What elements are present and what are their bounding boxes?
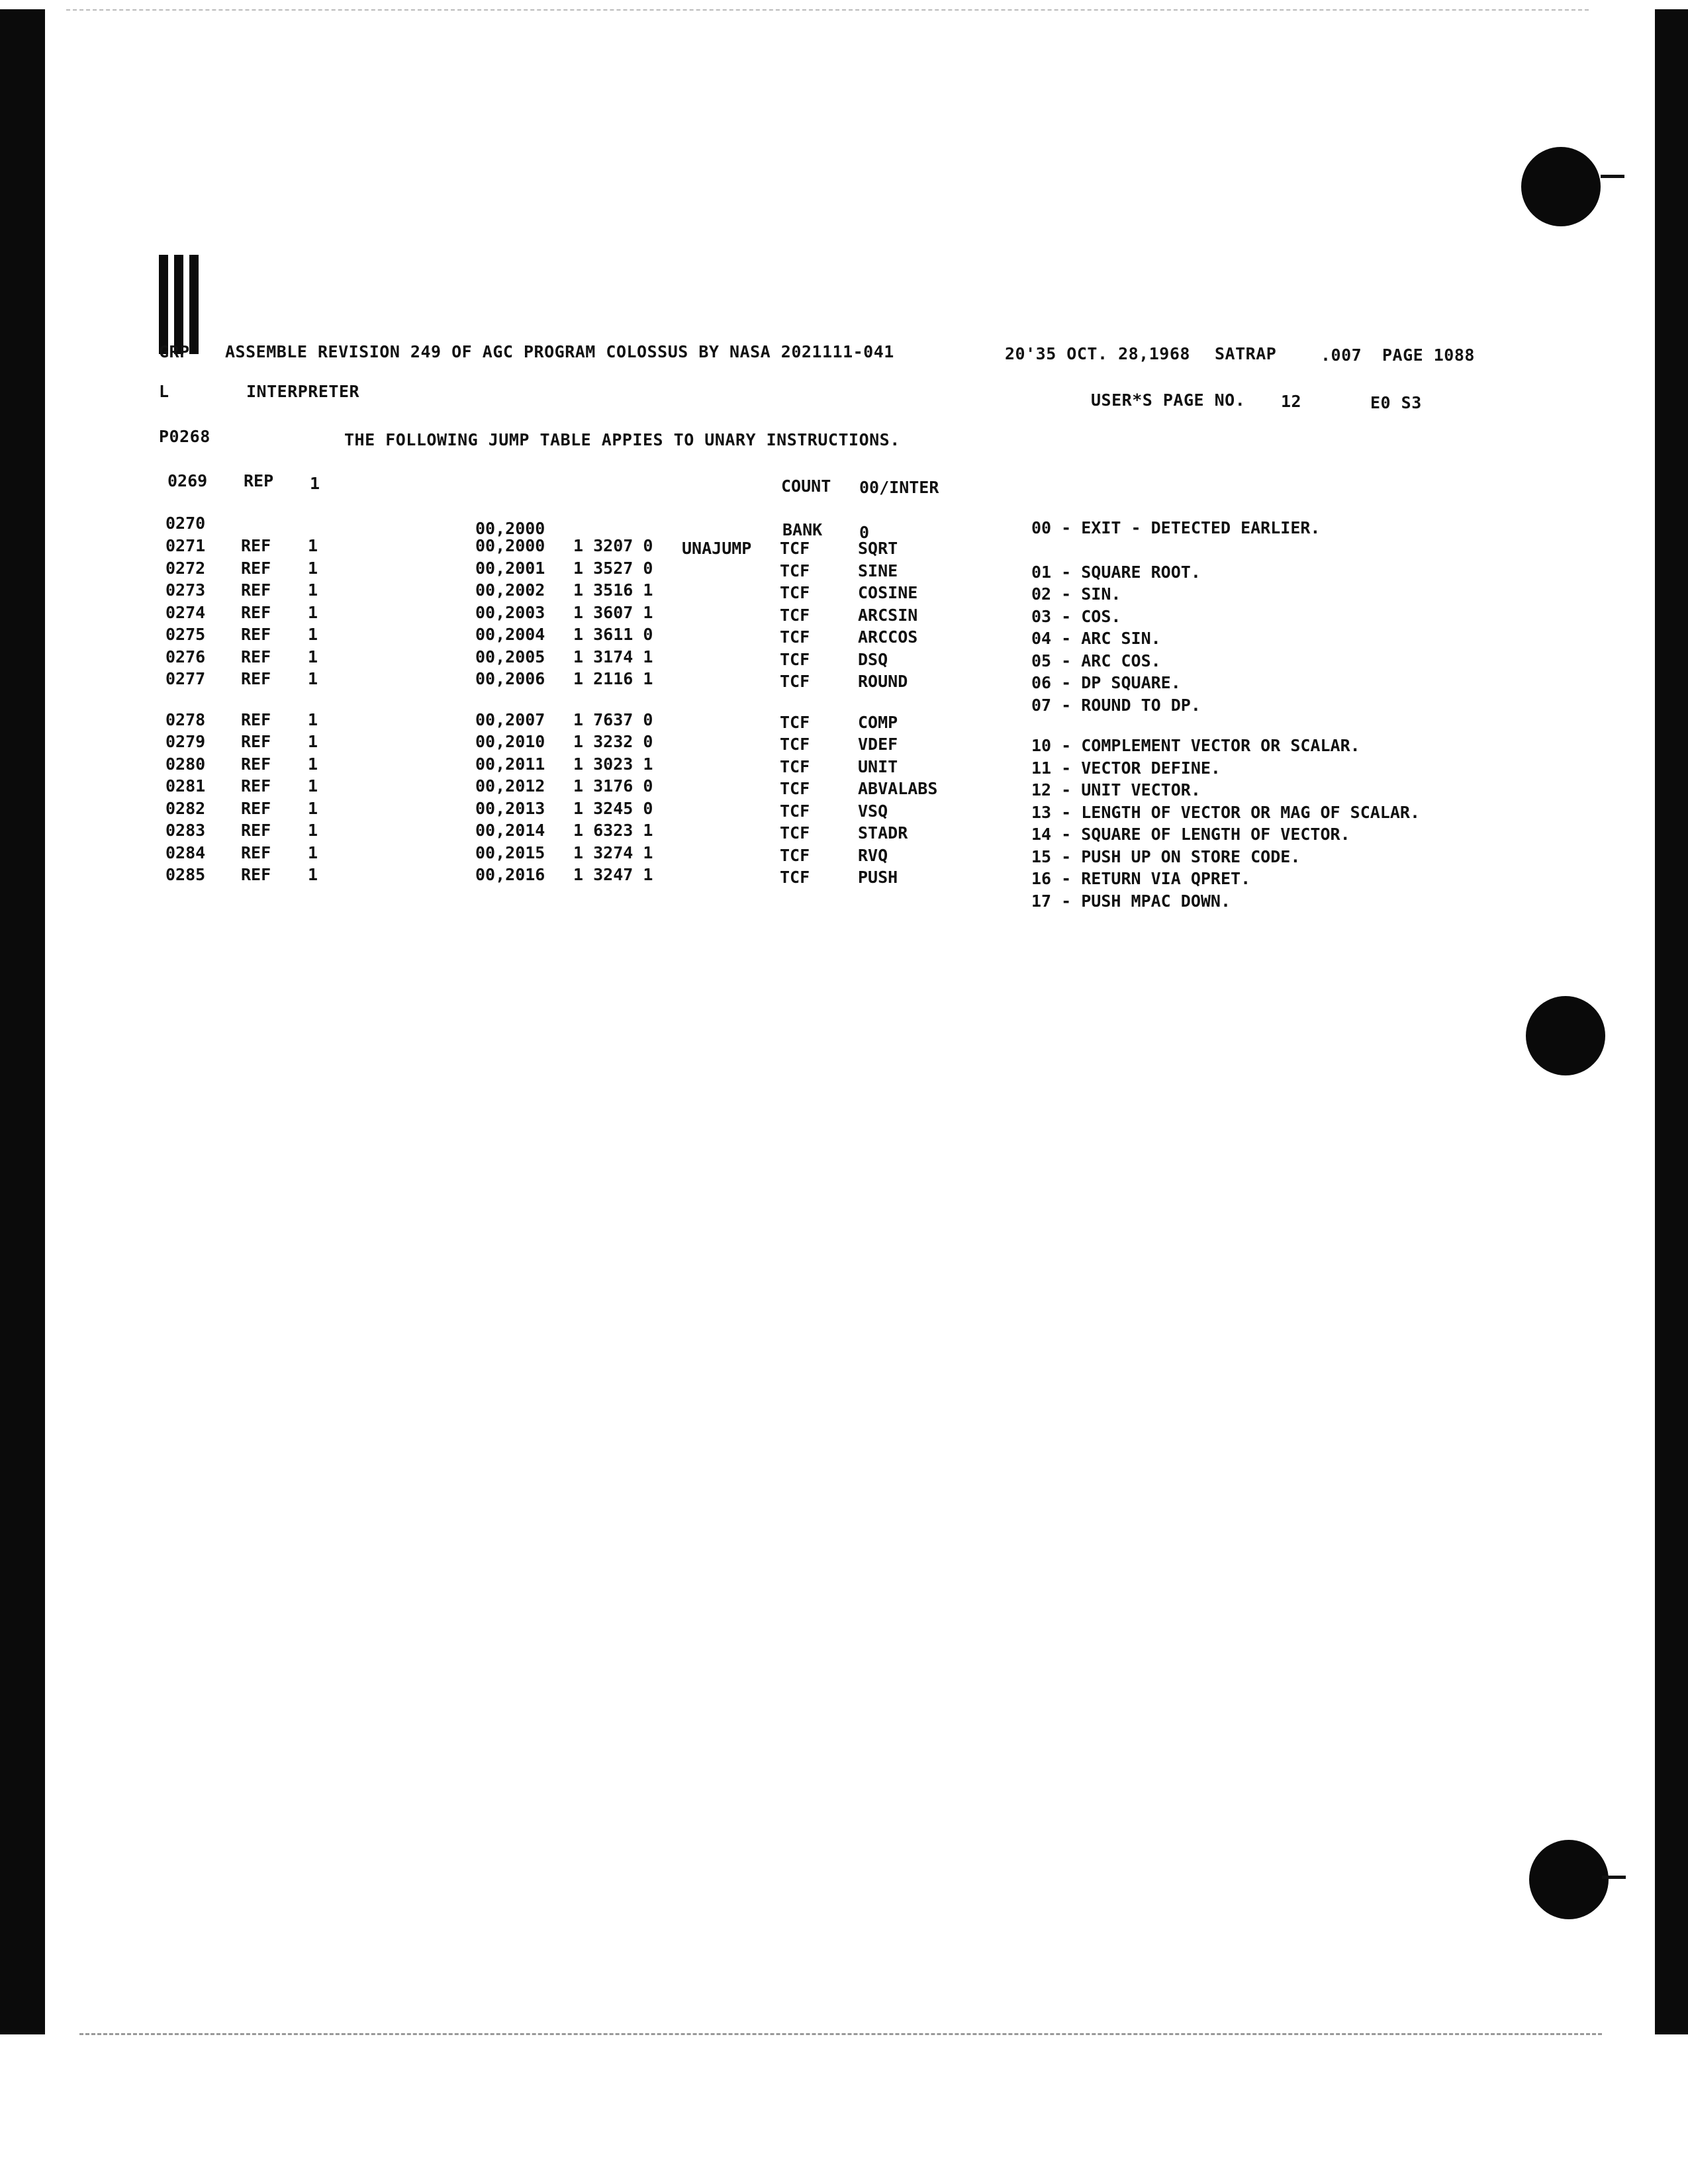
row-id: 0279 bbox=[165, 732, 206, 751]
row-comment: 14 - SQUARE OF LENGTH OF VECTOR. bbox=[1031, 825, 1350, 844]
subheader-section: INTERPRETER bbox=[246, 382, 360, 401]
row-argument: SINE bbox=[858, 561, 898, 580]
row-argument: RVQ bbox=[858, 845, 888, 865]
header-datetime: 20'35 OCT. 28,1968 bbox=[1005, 344, 1190, 363]
row-comment: 05 - ARC COS. bbox=[1031, 651, 1161, 670]
row-id: 0282 bbox=[165, 798, 206, 818]
row-count: 1 bbox=[308, 754, 318, 774]
row-comment: 15 - PUSH UP ON STORE CODE. bbox=[1031, 846, 1301, 866]
row-count: 1 bbox=[308, 842, 318, 862]
row-address: 00,2004 bbox=[475, 625, 545, 644]
row-argument: VDEF bbox=[858, 735, 898, 754]
row-id: 0281 bbox=[165, 776, 206, 796]
registration-marks bbox=[159, 255, 205, 357]
row-instruction: TCF bbox=[780, 868, 810, 887]
row-code: 1 3607 1 bbox=[573, 602, 653, 622]
row-instruction: TCF bbox=[780, 801, 810, 821]
row-id: 0271 bbox=[165, 536, 206, 555]
rep-line-label: COUNT bbox=[781, 477, 831, 496]
row-comment: 16 - RETURN VIA QPRET. bbox=[1031, 869, 1251, 888]
header-user: SATRAP bbox=[1215, 344, 1277, 363]
row-address: 00,2002 bbox=[475, 580, 545, 600]
header-assemble: ASSEMBLE REVISION 249 OF AGC PROGRAM COLOSSUS BY NASA 2021111-041 bbox=[225, 342, 894, 361]
row-label: UNAJUMP bbox=[682, 539, 752, 558]
row-address: 00,2003 bbox=[475, 602, 545, 622]
row-code: 1 3274 1 bbox=[573, 842, 653, 862]
row-op: REF bbox=[241, 647, 271, 666]
row-code: 1 2116 1 bbox=[573, 669, 653, 688]
rep-line-n: 1 bbox=[310, 474, 320, 493]
row-id: 0273 bbox=[165, 580, 206, 600]
bank-line-addr: 00,2000 bbox=[475, 519, 545, 538]
punch-tick-bottom bbox=[1602, 1876, 1626, 1879]
row-instruction: TCF bbox=[780, 561, 810, 580]
row-argument: UNIT bbox=[858, 756, 898, 776]
row-id: 0285 bbox=[165, 865, 206, 884]
row-code: 1 3527 0 bbox=[573, 558, 653, 578]
row-comment: 10 - COMPLEMENT VECTOR OR SCALAR. bbox=[1031, 736, 1360, 755]
row-code: 1 3247 1 bbox=[573, 865, 653, 884]
row-address: 00,2001 bbox=[475, 558, 545, 578]
row-comment: 01 - SQUARE ROOT. bbox=[1031, 562, 1201, 582]
row-instruction: TCF bbox=[780, 605, 810, 625]
row-code: 1 3232 0 bbox=[573, 732, 653, 751]
row-op: REF bbox=[241, 754, 271, 774]
row-count: 1 bbox=[308, 602, 318, 622]
row-comment: 07 - ROUND TO DP. bbox=[1031, 695, 1201, 715]
row-count: 1 bbox=[308, 865, 318, 884]
bank-line-arg: 0 bbox=[859, 523, 870, 542]
row-count: 1 bbox=[308, 558, 318, 578]
listing-comment: 17 - PUSH MPAC DOWN. bbox=[1031, 891, 1231, 911]
row-id: 0275 bbox=[165, 625, 206, 644]
top-edge-dashes bbox=[66, 9, 1589, 11]
row-argument: STADR bbox=[858, 823, 908, 842]
row-comment: 13 - LENGTH OF VECTOR OR MAG OF SCALAR. bbox=[1031, 802, 1420, 822]
row-address: 00,2015 bbox=[475, 842, 545, 862]
row-instruction: TCF bbox=[780, 712, 810, 732]
row-comment: 02 - SIN. bbox=[1031, 584, 1121, 604]
row-code: 1 3023 1 bbox=[573, 754, 653, 774]
row-op: REF bbox=[241, 536, 271, 555]
row-argument: SQRT bbox=[858, 539, 898, 558]
row-instruction: TCF bbox=[780, 845, 810, 865]
row-op: REF bbox=[241, 669, 271, 688]
row-address: 00,2014 bbox=[475, 821, 545, 840]
row-instruction: TCF bbox=[780, 823, 810, 842]
row-op: REF bbox=[241, 798, 271, 818]
comment-line-id: P0268 bbox=[159, 427, 211, 446]
row-instruction: TCF bbox=[780, 539, 810, 558]
comment-line-text: THE FOLLOWING JUMP TABLE APPIES TO UNARY INSTRUCTIONS. bbox=[344, 430, 900, 449]
row-op: REF bbox=[241, 842, 271, 862]
row-count: 1 bbox=[308, 536, 318, 555]
row-instruction: TCF bbox=[780, 756, 810, 776]
row-instruction: TCF bbox=[780, 649, 810, 669]
row-address: 00,2012 bbox=[475, 776, 545, 796]
row-instruction: TCF bbox=[780, 627, 810, 647]
row-code: 1 3516 1 bbox=[573, 580, 653, 600]
row-op: REF bbox=[241, 776, 271, 796]
row-id: 0278 bbox=[165, 709, 206, 729]
bank-line-op: BANK bbox=[782, 520, 823, 539]
row-comment: 06 - DP SQUARE. bbox=[1031, 673, 1181, 692]
row-code: 1 7637 0 bbox=[573, 709, 653, 729]
row-id: 0280 bbox=[165, 754, 206, 774]
row-op: REF bbox=[241, 821, 271, 840]
row-argument: ARCSIN bbox=[858, 605, 918, 625]
row-count: 1 bbox=[308, 580, 318, 600]
punch-hole-middle bbox=[1526, 996, 1605, 1075]
row-address: 00,2010 bbox=[475, 732, 545, 751]
row-address: 00,2000 bbox=[475, 536, 545, 555]
punch-hole-bottom bbox=[1529, 1840, 1609, 1919]
punch-tick-top bbox=[1601, 175, 1624, 178]
row-count: 1 bbox=[308, 732, 318, 751]
row-op: REF bbox=[241, 558, 271, 578]
row-argument: ABVALABS bbox=[858, 779, 938, 798]
row-id: 0272 bbox=[165, 558, 206, 578]
row-argument: ROUND bbox=[858, 672, 908, 691]
row-id: 0284 bbox=[165, 842, 206, 862]
row-op: REF bbox=[241, 580, 271, 600]
row-comment: 03 - COS. bbox=[1031, 606, 1121, 626]
row-comment: 04 - ARC SIN. bbox=[1031, 629, 1161, 648]
scan-edge-right bbox=[1655, 9, 1688, 2034]
row-address: 00,2005 bbox=[475, 647, 545, 666]
row-count: 1 bbox=[308, 798, 318, 818]
row-address: 00,2013 bbox=[475, 798, 545, 818]
subheader-level: L bbox=[159, 382, 169, 401]
row-argument: COMP bbox=[858, 712, 898, 732]
row-address: 00,2011 bbox=[475, 754, 545, 774]
header-version: .007 bbox=[1321, 345, 1362, 365]
bank-line-id: 0270 bbox=[165, 514, 206, 533]
row-code: 1 3245 0 bbox=[573, 798, 653, 818]
row-id: 0277 bbox=[165, 669, 206, 688]
row-argument: COSINE bbox=[858, 583, 918, 602]
row-count: 1 bbox=[308, 625, 318, 644]
row-argument: VSQ bbox=[858, 801, 888, 821]
rep-line-id: 0269 bbox=[167, 471, 208, 490]
row-instruction: TCF bbox=[780, 735, 810, 754]
row-op: REF bbox=[241, 732, 271, 751]
row-code: 1 3174 1 bbox=[573, 647, 653, 666]
row-comment: 00 - EXIT - DETECTED EARLIER. bbox=[1031, 518, 1321, 537]
row-count: 1 bbox=[308, 669, 318, 688]
row-code: 1 3611 0 bbox=[573, 625, 653, 644]
scan-edge-left bbox=[0, 9, 45, 2034]
row-id: 0283 bbox=[165, 821, 206, 840]
users-page-number: 12 bbox=[1281, 392, 1302, 411]
row-count: 1 bbox=[308, 821, 318, 840]
row-address: 00,2006 bbox=[475, 669, 545, 688]
row-address: 00,2007 bbox=[475, 709, 545, 729]
row-instruction: TCF bbox=[780, 779, 810, 798]
row-op: REF bbox=[241, 709, 271, 729]
row-code: 1 3207 0 bbox=[573, 536, 653, 555]
subheader-code: E0 S3 bbox=[1370, 393, 1422, 412]
row-comment: 11 - VECTOR DEFINE. bbox=[1031, 758, 1221, 778]
row-comment: 12 - UNIT VECTOR. bbox=[1031, 780, 1201, 799]
row-count: 1 bbox=[308, 647, 318, 666]
row-instruction: TCF bbox=[780, 583, 810, 602]
row-op: REF bbox=[241, 625, 271, 644]
row-code: 1 6323 1 bbox=[573, 821, 653, 840]
row-id: 0274 bbox=[165, 602, 206, 622]
header-prefix: GRP bbox=[159, 342, 190, 361]
row-instruction: TCF bbox=[780, 672, 810, 691]
row-count: 1 bbox=[308, 776, 318, 796]
row-argument: DSQ bbox=[858, 649, 888, 669]
row-address: 00,2016 bbox=[475, 865, 545, 884]
row-argument: PUSH bbox=[858, 868, 898, 887]
punch-hole-top bbox=[1521, 147, 1601, 226]
rep-line-arg: 00/INTER bbox=[859, 478, 939, 497]
bottom-edge-dashes bbox=[79, 2033, 1602, 2035]
users-page-label: USER*S PAGE NO. bbox=[1091, 390, 1246, 410]
row-op: REF bbox=[241, 865, 271, 884]
row-code: 1 3176 0 bbox=[573, 776, 653, 796]
row-count: 1 bbox=[308, 709, 318, 729]
row-id: 0276 bbox=[165, 647, 206, 666]
row-argument: ARCCOS bbox=[858, 627, 918, 647]
header-page: PAGE 1088 bbox=[1382, 345, 1475, 365]
row-op: REF bbox=[241, 602, 271, 622]
rep-line-op: REP bbox=[244, 471, 274, 490]
